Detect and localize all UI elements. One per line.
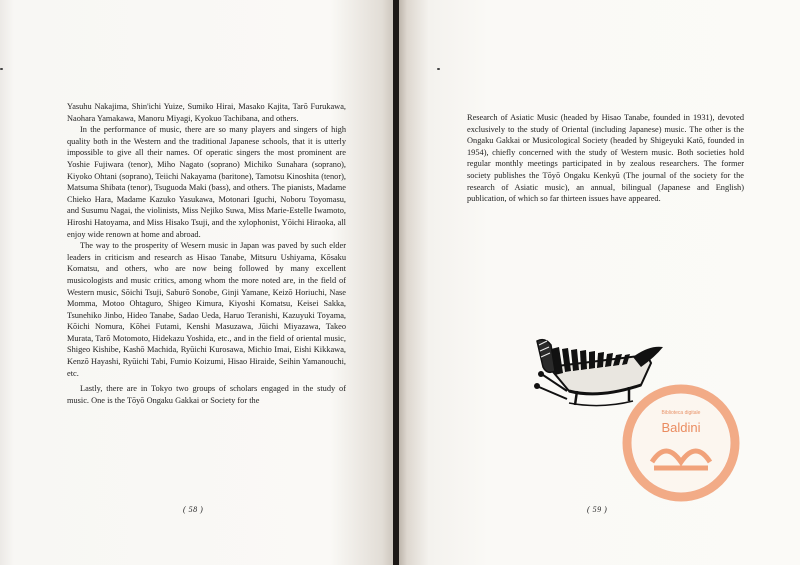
page-number: ( 59 ) bbox=[587, 505, 608, 514]
stamp-name: Baldini bbox=[661, 420, 701, 435]
ink-speck bbox=[437, 68, 440, 70]
stamp-arc-text: Biblioteca digitale bbox=[661, 410, 701, 416]
left-page-text bbox=[67, 101, 346, 406]
right-page bbox=[399, 0, 800, 565]
paragraph: The way to the prosperity of Wesern music in Japan was paved by such elder leaders in criticism and research as Hisao Tanabe, Mitsuru Ushiyama, Kōsaku Komatsu, and others, who are now being followed by many excellent musicologists and music critics, among whom the more noted are, in the field of Western music, Sōichi Tsuji, Saburō Sonobe, Ginji Yamane, Keizō Horiuchi, Nase Momma, Motoo Ohtaguro, Shigeo Kimura, Kiyoshi Komatsu, Keisei Sakka, Tsunehiko Jinbo, Hideo Tanabe, Sadao Ueda, Haruo Teranishi, Kazuyuki Toyama, Kōichi Nomura, Kōhei Futami, Kenshi Masuzawa, Jūichi Miyazawa, Takeo Murata, Tarō Motomoto, Hidekazu Yoshida, etc., and in the field of oriental music, Shigeo Kishibe, Kashō Machida, Ryūichi Kurosawa, Michio Imai, Eishi Kikkawa, Kenzō Hayashi, Ryūichi Tabi, Fumio Koizumi, Hisao Hiraide, Seihin Yamanouchi, etc. bbox=[67, 241, 346, 378]
paragraph: Lastly, there are in Tokyo two groups of scholars engaged in the study of music. One is the Tōyō Ongaku Gakkai or Society for the bbox=[67, 384, 346, 405]
paragraph: In the performance of music, there are so many players and singers of high quality both in the Western and the traditional Japanese schools, that it is utterly impossible to give all their names. Of operatic singers the most prominent are Yoshie Fujiwara (tenor), Miho Nagato (soprano) Michiko Sunahara (soprano), Kiyoko Ohtani (soprano), Teiichi Nakayama (baritone), Tamotsu Kinoshita (tenor), Matsuma Shibata (tenor), Tsuguoda Maki (bass), and others. The pianists, Madame Chieko Hara, Madame Kazuko Yasukawa, Motonari Iguchi, Noboru Toyomasu, and Susumu Nagai, the violinists, Miss Nejiko Suwa, Miss Marie-Estelle Iwamoto, Hiroshi Hatoyama, and Miss Hisako Tsuji, and the xylophonist, Yōichi Hiraoka, all enjoy wide renown at home and abroad. bbox=[67, 125, 346, 239]
paragraph: Yasuhu Nakajima, Shin'ichi Yuize, Sumiko Hirai, Masako Kajita, Tarō Furukawa, Naohara Yamakawa, Manoru Miyagi, Kyokuo Tachibana, and others. bbox=[67, 102, 346, 123]
library-stamp bbox=[622, 384, 740, 502]
page-number: ( 58 ) bbox=[183, 505, 204, 514]
left-page bbox=[0, 0, 396, 565]
paragraph: Research of Asiatic Music (headed by Hisao Tanabe, founded in 1931), devoted exclusively to the study of Oriental (including Japanese) music. The other is the Ongaku Gakkai or Musicological Society (headed by Shigeyuki Katō, founded in 1954), chiefly concerned with the study of Western music. Both societies hold regular monthly meetings participated in by zealous researchers. The former society publishes the Tōyō Ongaku Kenkyū (The journal of the society for the research of Asiatic music), an annual, bilingual (Japanese and English) publication, of which so far thirteen issues have appeared. bbox=[467, 113, 744, 204]
right-page-text bbox=[467, 112, 744, 205]
